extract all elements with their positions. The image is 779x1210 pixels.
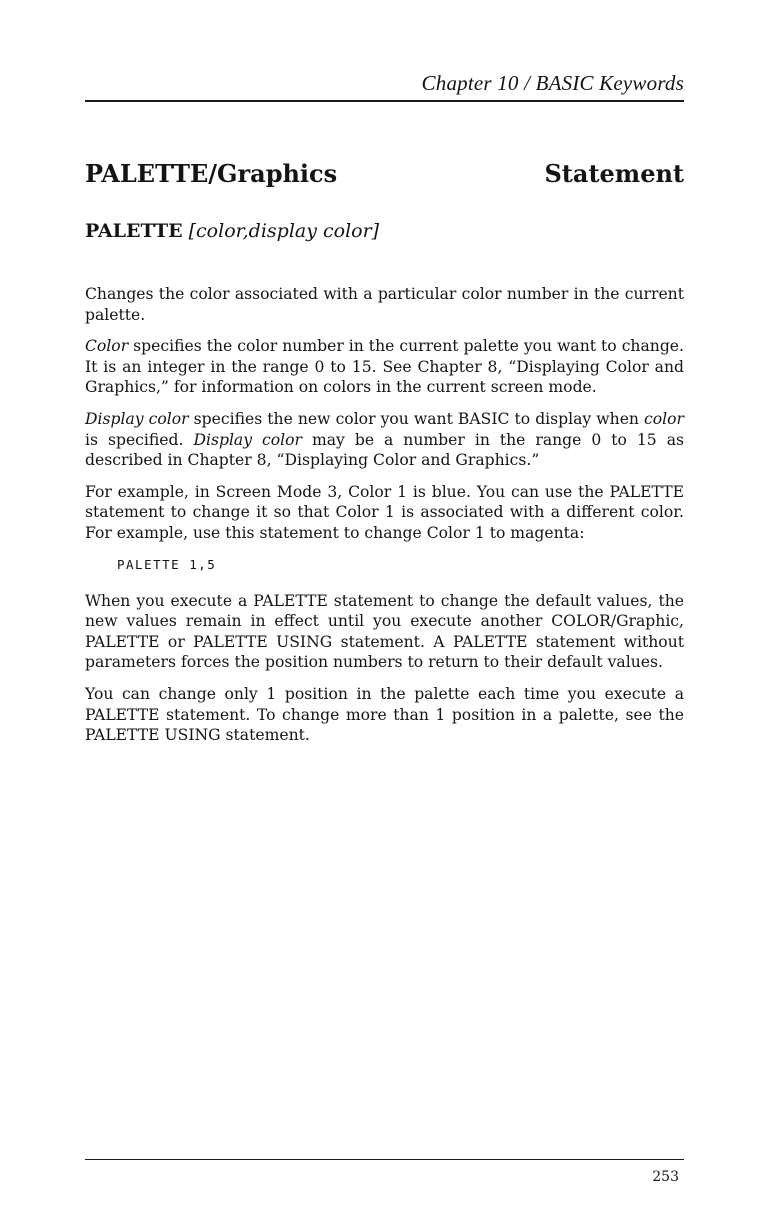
paragraph-color-param <box>85 336 684 398</box>
syntax-arguments: [color,display color] <box>188 220 380 242</box>
paragraph-default-values: When you execute a PALETTE statement to change the default values, the new values remain in effect until you execute another COLOR/Graphic, PALETTE or PALETTE USING statement. A PALETTE statement without parameters forces the position numbers to return to their default values. <box>85 591 684 672</box>
syntax-keyword: PALETTE <box>85 220 183 242</box>
paragraph-description: Changes the color associated with a particular color number in the current palette. <box>85 285 684 324</box>
header-rule <box>85 100 684 102</box>
page-number: 253 <box>652 1169 679 1185</box>
paragraph-text: specifies the color number in the current palette you want to change. It is an integer in the range 0 to 15. See Chapter 8, “Displaying Color and Graphics,” for information on colors in the current screen mode. <box>85 337 684 397</box>
body-text <box>85 284 684 757</box>
running-head: Chapter 10 / BASIC Keywords <box>421 71 684 95</box>
entry-type: Statement <box>544 159 684 188</box>
entry-title: PALETTE/Graphics <box>85 159 338 188</box>
param-name-color: Color <box>85 337 129 356</box>
paragraph-single-position: You can change only 1 position in the palette each time you execute a PALETTE statement. To change more than 1 position in a palette, see the PALETTE USING statement. <box>85 684 684 745</box>
paragraph-example: For example, in Screen Mode 3, Color 1 is blue. You can use the PALETTE statement to change it so that Color 1 is associated with a different color. For example, use this statement to change Color 1 to magenta: <box>85 482 684 542</box>
entry-title-row <box>85 157 684 191</box>
param-name-display-color: Display color <box>193 430 302 449</box>
param-name-color: color <box>644 409 684 428</box>
document-page <box>85 0 684 1210</box>
paragraph-display-color-param <box>85 409 684 471</box>
param-name-display-color: Display color <box>85 409 189 428</box>
paragraph-text: is specified. <box>85 430 194 449</box>
footer-rule <box>85 1159 684 1160</box>
code-example: PALETTE 1,5 <box>117 556 217 572</box>
syntax-line <box>85 217 379 245</box>
paragraph-text: may be a number in the range 0 to 15 as described in Chapter 8, “Displaying Color and Graphics.” <box>85 430 685 470</box>
paragraph-text: specifies the new color you want BASIC to display when <box>188 409 645 428</box>
